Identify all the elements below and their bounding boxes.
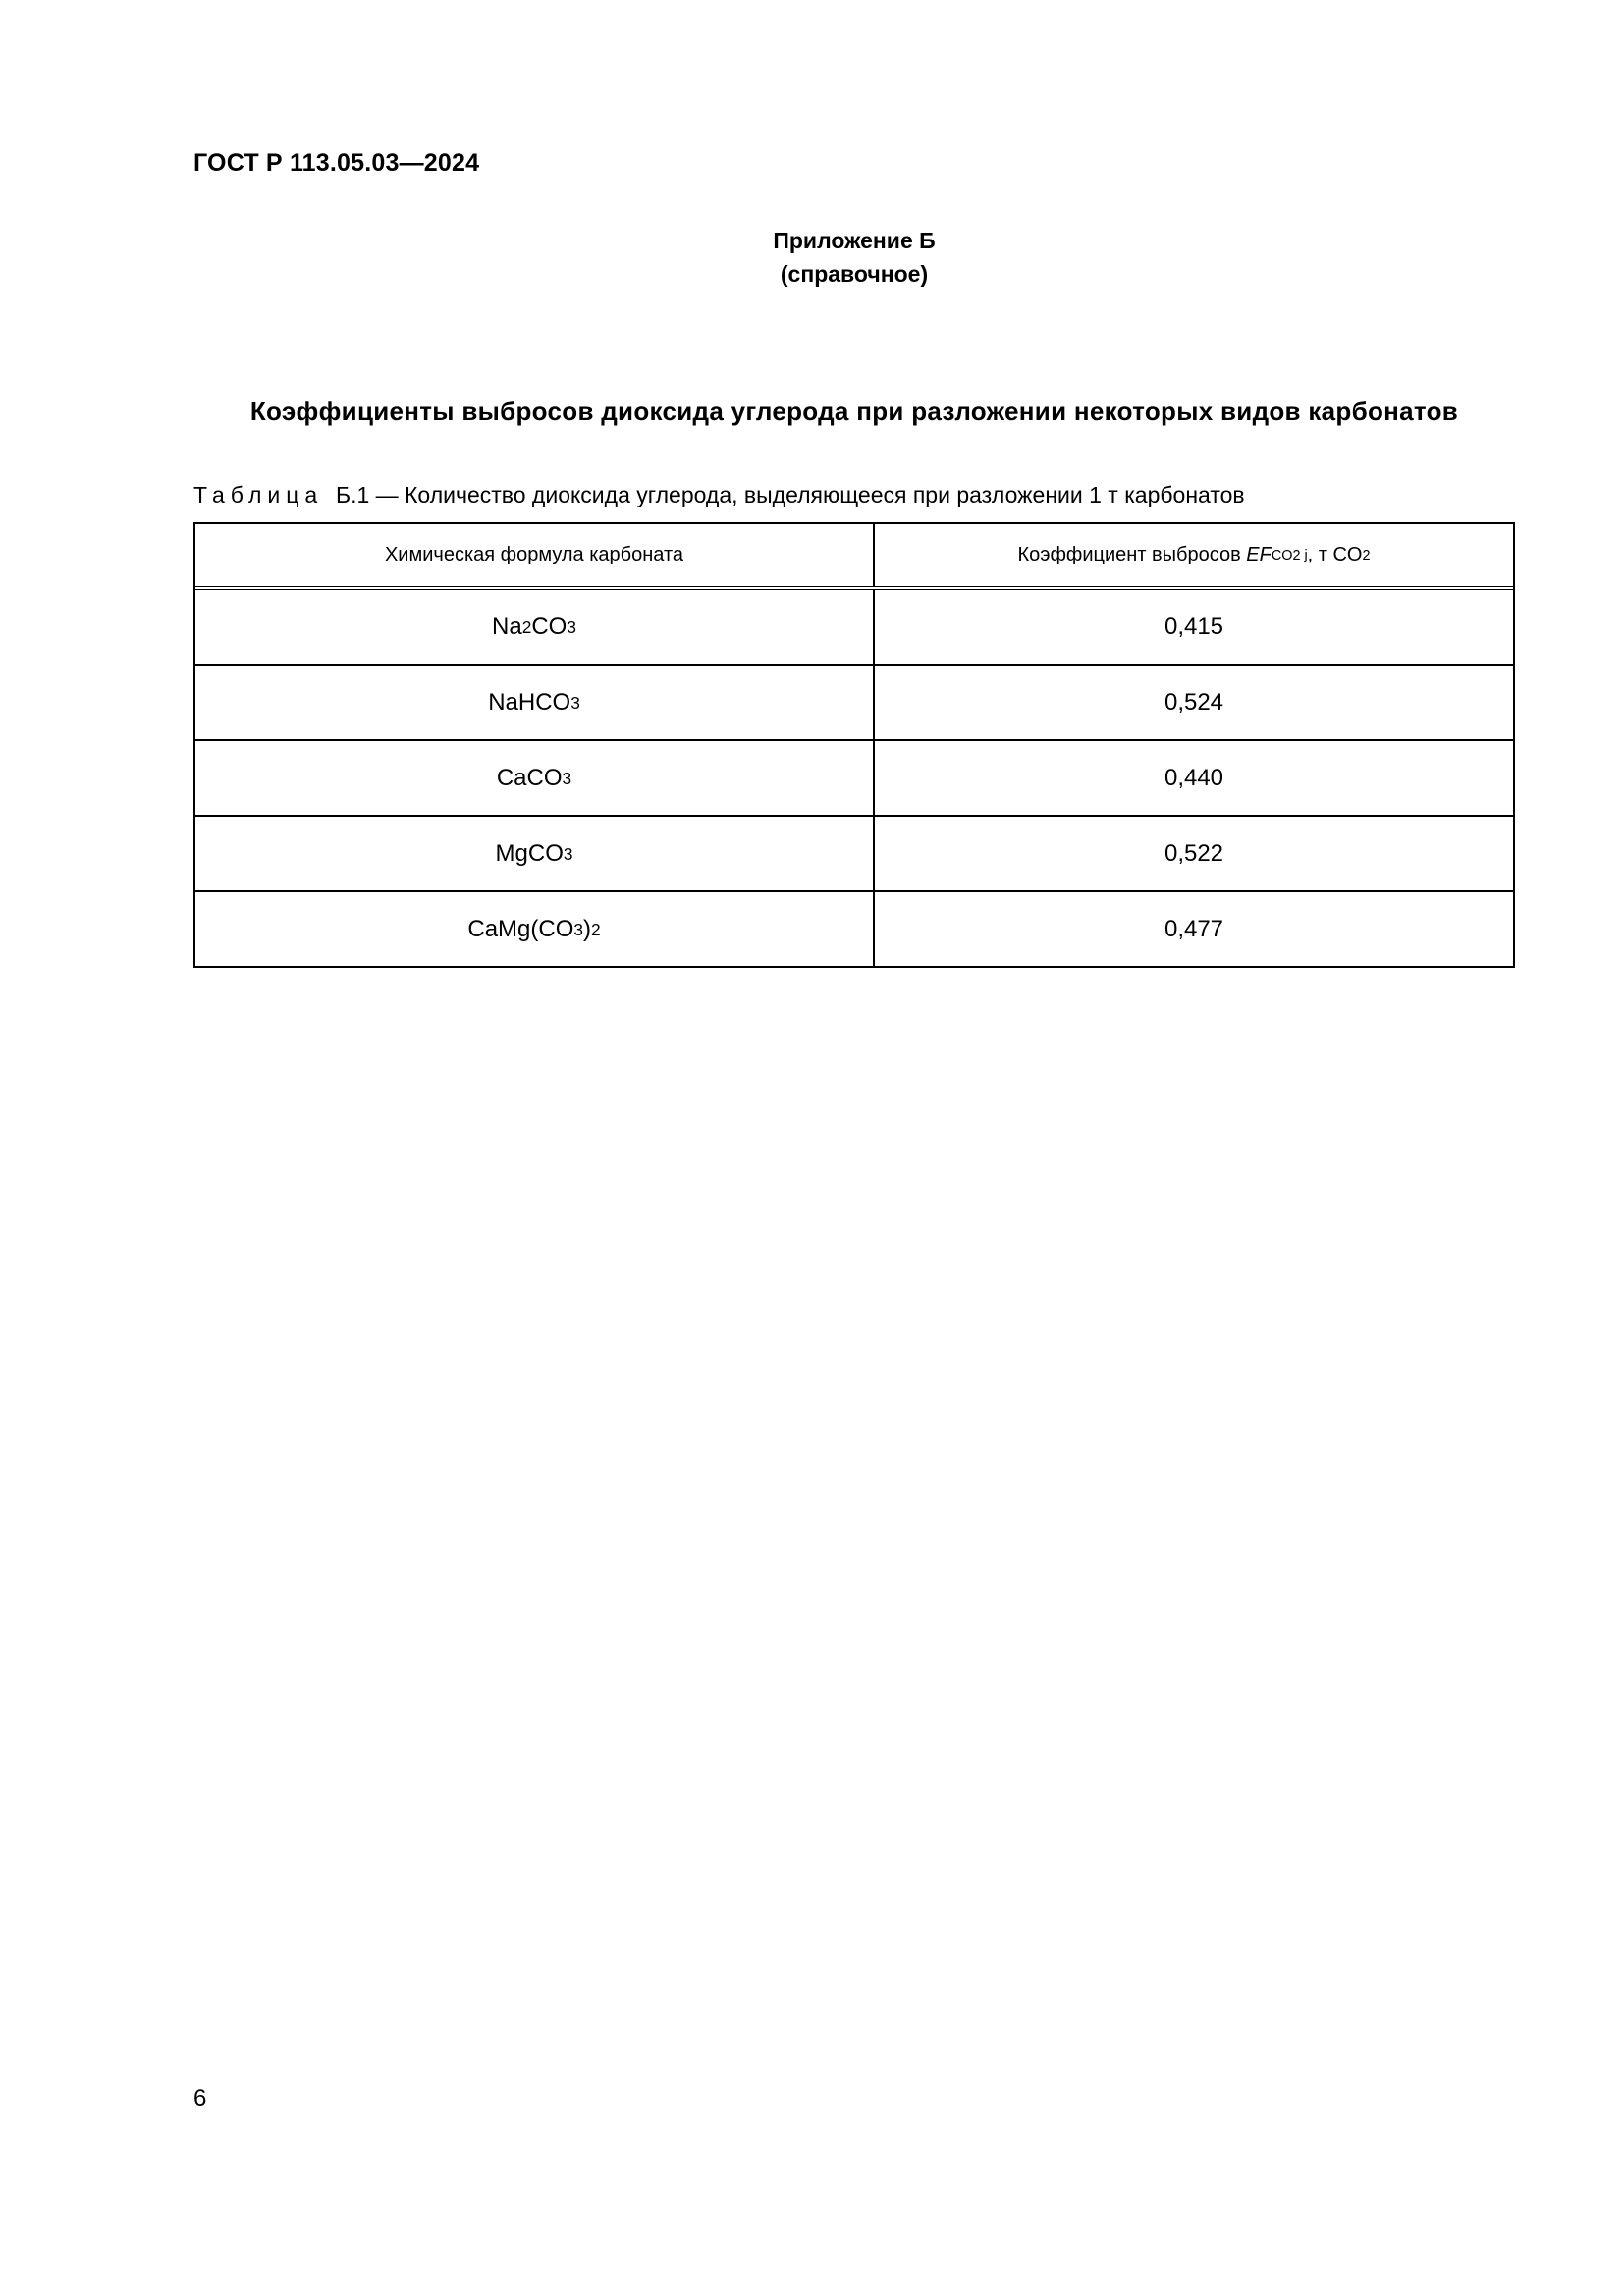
table-caption-label: Таблица — [193, 482, 324, 507]
carbonate-table — [193, 522, 1515, 968]
page-number: 6 — [193, 2085, 207, 2111]
table-row — [195, 817, 1513, 892]
column-header-coefficient: Коэффициент выбросов EF CO2 j , т CO 2 — [1017, 544, 1371, 565]
formula-cell: CaCO 3 — [195, 741, 875, 815]
formula-text: NaHCO — [488, 688, 571, 716]
coef-header-prefix: Коэффициент выбросов — [1017, 544, 1241, 565]
table-caption-text: Б.1 — Количество диоксида углерода, выделяющееся при разложении 1 т карбонатов — [335, 482, 1245, 507]
formula-text: ) — [583, 915, 591, 942]
table-row — [195, 741, 1513, 817]
page-title: Коэффициенты выбросов диоксида углерода при разложении некоторых видов карбонатов — [249, 397, 1459, 426]
coefficient-cell: 0,477 — [1164, 915, 1224, 942]
formula-text: Na — [492, 613, 522, 640]
coefficient-cell: 0,415 — [1164, 613, 1224, 640]
appendix-title: Приложение Б — [773, 228, 936, 253]
formula-text: CaMg(CO — [467, 915, 574, 942]
coef-header-symbol: EF — [1246, 544, 1272, 565]
formula-cell: NaHCO 3 — [195, 666, 875, 739]
coefficient-cell: 0,440 — [1164, 764, 1224, 791]
formula-cell: Na 2 CO 3 — [195, 590, 875, 664]
formula-cell: CaMg(CO 3 ) 2 — [195, 892, 875, 966]
coefficient-cell: 0,524 — [1164, 688, 1224, 716]
table-header-row — [195, 524, 1513, 590]
table-row — [195, 590, 1513, 666]
coefficient-cell: 0,522 — [1164, 839, 1224, 867]
appendix-heading — [0, 224, 1624, 291]
table-body — [195, 590, 1513, 966]
table-row — [195, 666, 1513, 741]
table-row — [195, 892, 1513, 966]
appendix-status: (справочное) — [780, 261, 929, 287]
table-caption — [193, 482, 1245, 508]
coef-header-unit: , т CO — [1307, 544, 1363, 565]
formula-text: CO — [531, 613, 568, 640]
formula-text: CaCO — [496, 764, 563, 791]
column-header-formula: Химическая формула карбоната — [195, 524, 875, 586]
formula-text: MgCO — [495, 839, 564, 867]
formula-cell: MgCO 3 — [195, 817, 875, 890]
standard-number: ГОСТ Р 113.05.03—2024 — [193, 149, 480, 177]
